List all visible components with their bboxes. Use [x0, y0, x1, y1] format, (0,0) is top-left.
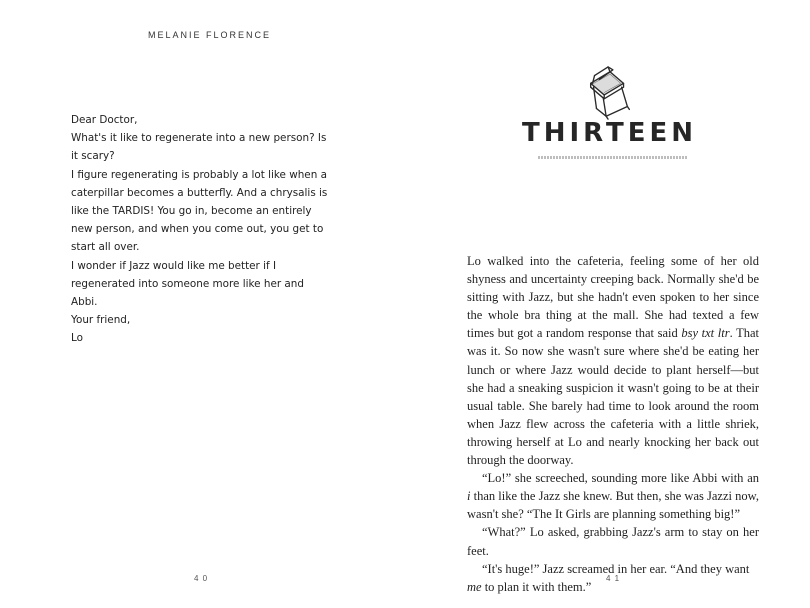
- paragraph-text: Lo walked into the cafeteria, feeling some of her old shyness and uncertainty creeping back. Normally she'd be sitting with Jazz, but she hadn't even spoken to her since the whole bra thing at the mall. She had texted a few times but got a random response that said: [467, 254, 759, 341]
- chapter-title: THIRTEEN: [521, 118, 698, 148]
- paragraph-text: to plan it with them.”: [481, 579, 592, 594]
- paragraph: [467, 469, 759, 523]
- paragraph-text: “It's huge!” Jazz screamed in her ear. “And they want: [482, 561, 750, 576]
- chair-icon: [581, 64, 639, 122]
- paragraph: “What?” Lo asked, grabbing Jazz's arm to stay on her feet.: [467, 525, 759, 558]
- body-text: [467, 252, 759, 596]
- paragraph: [467, 252, 759, 469]
- letter-signoff: Your friend,: [71, 314, 131, 327]
- running-head-author: MELANIE FLORENCE: [148, 30, 272, 40]
- emphasis-text: i: [467, 489, 471, 504]
- right-page: [405, 0, 810, 608]
- page-number-right: 4 1: [606, 574, 621, 583]
- letter-line: I figure regenerating is probably a lot like when a caterpillar becomes a butterfly. And a chrysalis is like the TARDIS! You go in, become an entirely new person, and when you come out, you get to start all over.: [71, 168, 328, 254]
- paragraph-text: . That was it. So now she wasn't sure where she'd be eating her lunch or where Jazz would decide to plant herself—but she had a sneaking suspicion it wasn't going to be at their usual table. She barely had time to look around the room when Jazz flew across the cafeteria with a little shriek, throwing herself at Lo and nearly knocking her back out through the doorway.: [467, 326, 759, 468]
- emphasis-text: bsy txt ltr: [681, 326, 730, 341]
- letter-line: What's it like to regenerate into a new person? Is it scary?: [71, 132, 327, 163]
- letter-block: [71, 111, 333, 348]
- letter-signature: Lo: [71, 332, 83, 345]
- paragraph-text: than like the Jazz she knew. But then, she was Jazzi now, wasn't she? “The It Girls are planning something big!”: [467, 489, 759, 522]
- letter-line: I wonder if Jazz would like me better if I regenerated into someone more like her and Abbi.: [71, 259, 304, 309]
- paragraph-text: “Lo!” she screeched, sounding more like Abbi with an: [482, 471, 759, 486]
- page-number-left: 4 0: [194, 574, 209, 583]
- letter-salutation: Dear Doctor,: [71, 114, 138, 126]
- emphasis-text: me: [467, 579, 482, 594]
- chapter-rule: [538, 156, 688, 159]
